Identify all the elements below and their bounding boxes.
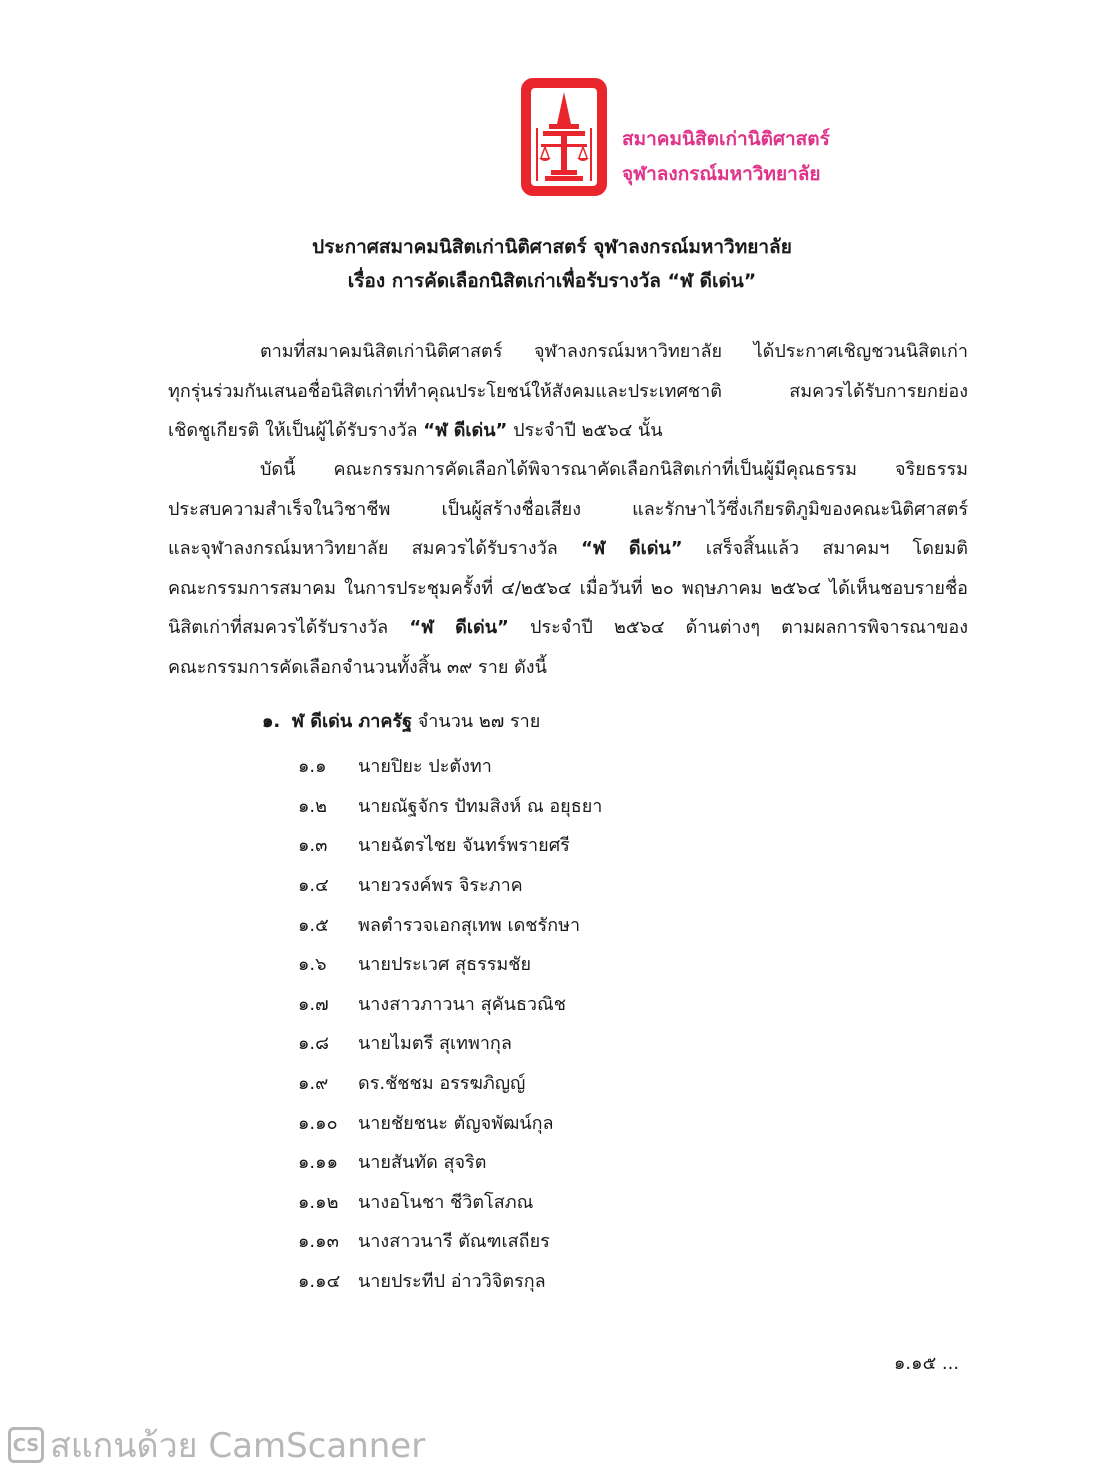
paragraph-2-line-3: [168, 529, 968, 569]
list-item: [298, 1221, 602, 1261]
section-number: ๑.: [262, 711, 281, 732]
paragraph-2-line-1: บัดนี้ คณะกรรมการคัดเลือกได้พิจารณาคัดเลือกนิสิตเก่าที่เป็นผู้มีคุณธรรม จริยธรรม: [260, 459, 968, 480]
awardee-name: นายฉัตรไชย จันทร์พรายศรี: [358, 835, 570, 857]
section-heading: [262, 706, 540, 735]
item-number: ๑.๕: [298, 914, 329, 936]
awardee-name: นายวรงค์พร จิระภาค: [358, 875, 523, 897]
list-item: [298, 1102, 602, 1142]
item-number: ๑.๙: [298, 1073, 329, 1095]
org-name-line1: สมาคมนิสิตเก่านิติศาสตร์: [622, 128, 830, 150]
item-number: ๑.๗: [298, 993, 329, 1015]
awardee-name: นายณัฐจักร ปัทมสิงห์ ณ อยุธยา: [358, 795, 603, 817]
text-run: ประจำปี ๒๕๖๔ นั้น: [507, 420, 663, 441]
item-number: ๑.๘: [298, 1033, 330, 1055]
awardee-name: ดร.ชัชชม อรรฆภิญญ์: [358, 1073, 526, 1095]
item-number: ๑.๔: [298, 875, 329, 897]
awardee-name: นายชัยชนะ ตัญจพัฒน์กุล: [358, 1112, 554, 1134]
paragraph-2-line-4: คณะกรรมการสมาคม ในการประชุมครั้งที่ ๔/๒๕๖๔ เมื่อวันที่ ๒๐ พฤษภาคม ๒๕๖๔ ได้เห็นชอบรายชื่อ: [168, 577, 968, 599]
list-item: [298, 1023, 602, 1063]
announcement-title: ประกาศสมาคมนิสิตเก่านิติศาสตร์ จุฬาลงกรณ์มหาวิทยาลัย: [312, 236, 792, 258]
paragraph-1-line-3: [168, 411, 968, 451]
item-number: ๑.๑๔: [298, 1271, 341, 1293]
watermark-text: สแกนด้วย CamScanner: [50, 1426, 426, 1466]
list-item: [298, 984, 602, 1024]
awardee-name: นางสาวนารี ตัณฑเสถียร: [358, 1231, 550, 1253]
item-number: ๑.๖: [298, 954, 327, 976]
camscanner-watermark: [8, 1418, 425, 1472]
awardee-name: นายประทีป อ่าววิจิตรกุล: [358, 1271, 546, 1293]
item-number: ๑.๑๒: [298, 1191, 339, 1213]
paragraph-2: [168, 450, 968, 687]
award-name: “ฬ ดีเด่น”: [423, 420, 508, 441]
text-run: เสร็จสิ้นแล้ว สมาคมฯ โดยมติ: [682, 538, 968, 559]
text-run: ประจำปี ๒๕๖๔ ด้านต่างๆ ตามผลการพิจารณาของ: [508, 617, 968, 638]
awardee-name: นายไมตรี สุเทพากุล: [358, 1033, 512, 1055]
list-item: [298, 825, 602, 865]
list-item: [298, 1261, 602, 1301]
item-number: ๑.๑: [298, 756, 327, 778]
list-item: [298, 904, 602, 944]
paragraph-2-line-6: คณะกรรมการคัดเลือกจำนวนทั้งสิ้น ๓๙ ราย ดังนี้: [168, 656, 547, 678]
paragraph-2-line-2: ประสบความสำเร็จในวิชาชีพ เป็นผู้สร้างชื่อเสียง และรักษาไว้ซึ่งเกียรติภูมิของคณะนิติศาสตร์: [168, 498, 968, 520]
association-logo: [521, 78, 607, 196]
awardee-name: นายปิยะ ปะตังทา: [358, 756, 492, 778]
awardee-name: พลตำรวจเอกสุเทพ เดชรักษา: [358, 914, 581, 936]
paragraph-1: [168, 332, 968, 451]
awardee-list: [298, 746, 602, 1300]
award-name: “ฬ ดีเด่น”: [581, 538, 683, 559]
paragraph-1-line-1: ตามที่สมาคมนิสิตเก่านิติศาสตร์ จุฬาลงกรณ์มหาวิทยาลัย ได้ประกาศเชิญชวนนิสิตเก่า: [260, 341, 968, 362]
list-item: [298, 746, 602, 786]
paragraph-1-line-2: ทุกรุ่นร่วมกันเสนอชื่อนิสิตเก่าที่ทำคุณประโยชน์ให้สังคมและประเทศชาติ สมควรได้รับการยกย่อง: [168, 380, 968, 402]
list-item: [298, 944, 602, 984]
org-name-line2: จุฬาลงกรณ์มหาวิทยาลัย: [622, 163, 821, 185]
awardee-name: นางสาวภาวนา สุคันธวณิช: [358, 993, 566, 1015]
award-name: “ฬ ดีเด่น”: [409, 617, 509, 638]
announcement-subject: เรื่อง การคัดเลือกนิสิตเก่าเพื่อรับรางวัล “ฬ ดีเด่น”: [347, 270, 757, 292]
awardee-name: นายสันทัด สุจริต: [358, 1152, 487, 1174]
text-run: และจุฬาลงกรณ์มหาวิทยาลัย สมควรได้รับรางวัล: [168, 538, 581, 559]
awardee-name: นายประเวศ สุธรรมชัย: [358, 954, 532, 976]
scales-of-justice-emblem: [527, 84, 601, 190]
section-title: ฬ ดีเด่น ภาครัฐ: [291, 711, 413, 732]
page-continuation: ๑.๑๕ ...: [894, 1353, 960, 1374]
text-run: นิสิตเก่าที่สมควรได้รับรางวัล: [168, 617, 410, 638]
text-run: เชิดชูเกียรติ ให้เป็นผู้ได้รับรางวัล: [168, 420, 424, 441]
item-number: ๑.๒: [298, 795, 328, 817]
list-item: [298, 1063, 602, 1103]
paragraph-2-line-5: [168, 608, 968, 648]
item-number: ๑.๑๑: [298, 1152, 338, 1174]
list-item: [298, 1142, 602, 1182]
item-number: ๑.๑๐: [298, 1112, 338, 1134]
item-number: ๑.๑๓: [298, 1231, 339, 1253]
awardee-name: นางอโนชา ชีวิตโสภณ: [358, 1191, 534, 1213]
list-item: [298, 865, 602, 905]
section-count: จำนวน ๒๗ ราย: [412, 711, 541, 732]
item-number: ๑.๓: [298, 835, 328, 857]
camscanner-logo-icon: CS: [8, 1427, 44, 1463]
list-item: [298, 786, 602, 826]
list-item: [298, 1182, 602, 1222]
